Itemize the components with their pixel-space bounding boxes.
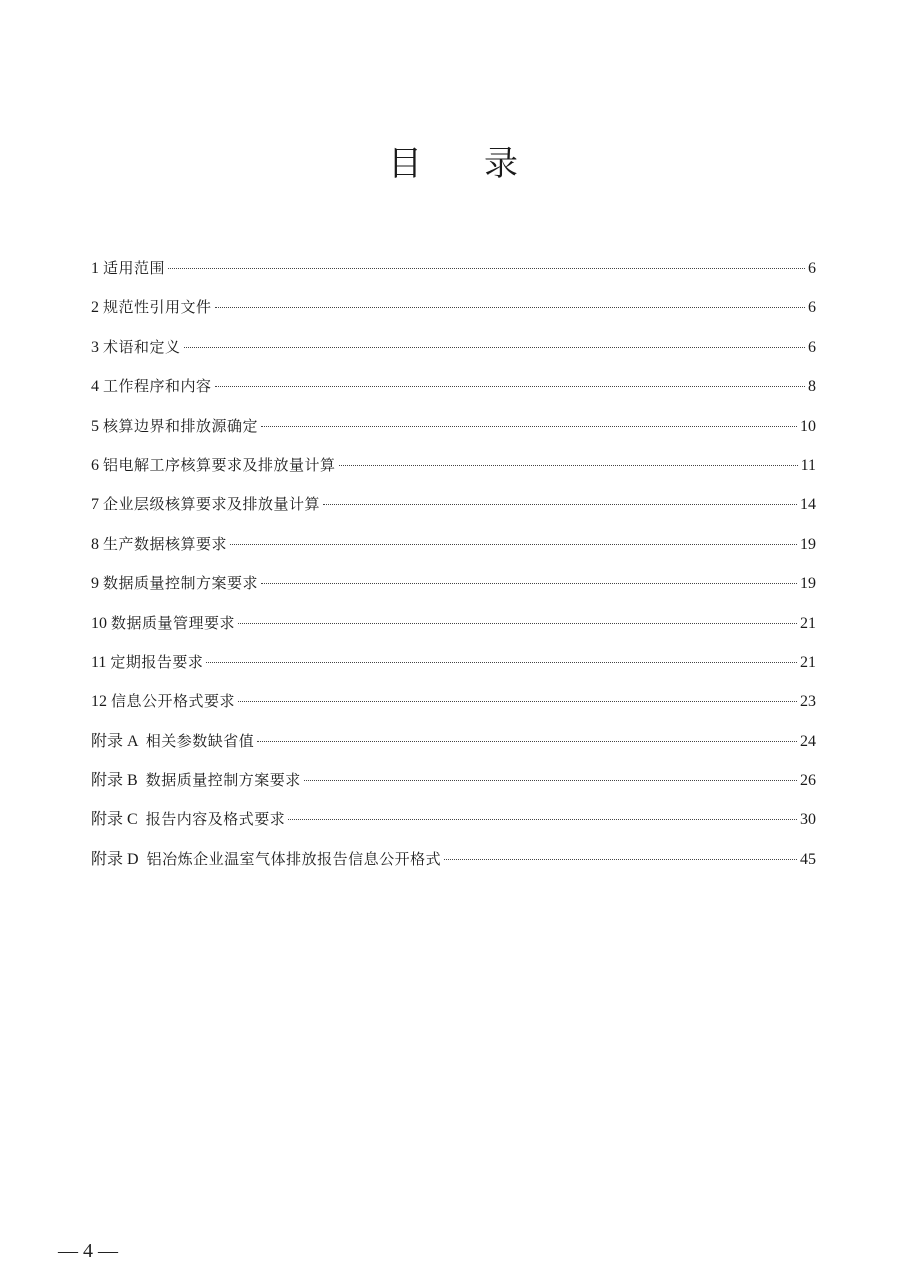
toc-entry-page: 24 [800, 732, 816, 750]
toc-entry-page: 8 [808, 378, 816, 396]
toc-entry-title: 数据质量控制方案要求 [145, 771, 301, 790]
toc-entry-number: 10 [91, 614, 111, 632]
toc-entry[interactable] [91, 607, 816, 646]
toc-entry[interactable] [91, 528, 816, 567]
toc-dot-leader [444, 859, 797, 860]
toc-dot-leader [288, 819, 797, 820]
toc-entry[interactable] [91, 449, 816, 488]
toc-entry-number: 附录 A [91, 732, 146, 750]
toc-entry-title: 核算边界和排放源确定 [103, 416, 259, 435]
toc-entry-page: 6 [808, 299, 816, 317]
toc-dot-leader [261, 426, 797, 427]
toc-entry-title: 报告内容及格式要求 [145, 810, 286, 829]
toc-entry-title: 相关参数缺省值 [145, 731, 255, 750]
toc-entry-title: 定期报告要求 [110, 652, 204, 671]
toc-entry-number: 1 [91, 260, 103, 277]
toc-dot-leader [261, 583, 797, 584]
toc-entry[interactable] [91, 685, 816, 724]
toc-entry-title: 铝冶炼企业温室气体排放报告信息公开格式 [146, 849, 442, 868]
toc-dot-leader [257, 741, 797, 742]
toc-entry-page: 6 [808, 338, 816, 356]
toc-dot-leader [339, 465, 798, 466]
toc-title [0, 136, 906, 185]
toc-entry-number: 11 [91, 653, 111, 671]
toc-entry-page: 14 [800, 496, 816, 514]
toc-entry[interactable] [91, 646, 816, 685]
toc-entry[interactable] [91, 843, 816, 882]
toc-entry-title: 适用范围 [103, 259, 166, 277]
toc-entry-title: 生产数据核算要求 [103, 534, 228, 553]
toc-entry-number: 附录 B [91, 772, 146, 790]
toc-entry-title: 工作程序和内容 [103, 377, 212, 396]
toc-entry-title: 数据质量控制方案要求 [103, 574, 259, 593]
toc-entry-page: 45 [800, 850, 816, 868]
toc-dot-leader [323, 504, 797, 505]
toc-dot-leader [215, 307, 805, 308]
toc-entry[interactable] [91, 803, 816, 842]
toc-entry-page: 10 [800, 417, 816, 435]
toc-entry-title: 数据质量管理要求 [111, 613, 236, 632]
toc-entry-number: 3 [91, 338, 103, 356]
toc-entry-number: 8 [91, 535, 103, 553]
toc-dot-leader [238, 623, 797, 624]
toc-dot-leader [238, 701, 797, 702]
page-number-footer: — 4 — [58, 1240, 118, 1262]
toc-entry-number: 附录 D [91, 850, 147, 868]
toc-title-char-2: 录 [484, 144, 518, 184]
toc-entry-title: 信息公开格式要求 [111, 692, 236, 711]
toc-entry-number: 2 [91, 299, 103, 317]
toc-entry-number: 附录 C [91, 811, 146, 829]
toc-entry-number: 4 [91, 378, 103, 396]
toc-title-char-1: 目 [388, 144, 422, 184]
toc-entry-number: 7 [91, 496, 103, 514]
toc-entry-page: 21 [800, 653, 816, 671]
toc-entry-page: 21 [800, 614, 816, 632]
toc-entry[interactable] [91, 331, 816, 370]
toc-entry[interactable] [91, 725, 816, 764]
toc-entry[interactable] [91, 410, 816, 449]
toc-dot-leader [184, 347, 805, 348]
toc-entry-page: 11 [800, 456, 816, 474]
toc-entry[interactable] [91, 764, 816, 803]
toc-dot-leader [206, 662, 797, 663]
toc-entry-title: 企业层级核算要求及排放量计算 [103, 495, 321, 514]
toc-entry-title: 术语和定义 [103, 337, 181, 356]
toc-entry-page: 23 [800, 693, 816, 711]
toc-entry-page: 19 [800, 575, 816, 593]
toc-dot-leader [230, 544, 797, 545]
toc-entry[interactable] [91, 567, 816, 606]
toc-entry-page: 6 [808, 260, 816, 277]
toc-entry-page: 19 [800, 535, 816, 553]
toc-list [91, 252, 816, 882]
toc-entry-title: 规范性引用文件 [103, 298, 212, 317]
toc-entry[interactable] [91, 252, 816, 291]
toc-dot-leader [215, 386, 805, 387]
toc-entry[interactable] [91, 291, 816, 330]
toc-dot-leader [168, 268, 805, 269]
toc-entry-title: 铝电解工序核算要求及排放量计算 [103, 455, 336, 474]
toc-entry-number: 9 [91, 575, 103, 593]
toc-entry-number: 12 [91, 693, 111, 711]
toc-dot-leader [304, 780, 797, 781]
toc-entry-page: 30 [800, 811, 816, 829]
toc-entry-number: 6 [91, 456, 103, 474]
toc-entry[interactable] [91, 488, 816, 527]
toc-entry-page: 26 [800, 772, 816, 790]
toc-entry[interactable] [91, 370, 816, 409]
toc-entry-number: 5 [91, 417, 103, 435]
